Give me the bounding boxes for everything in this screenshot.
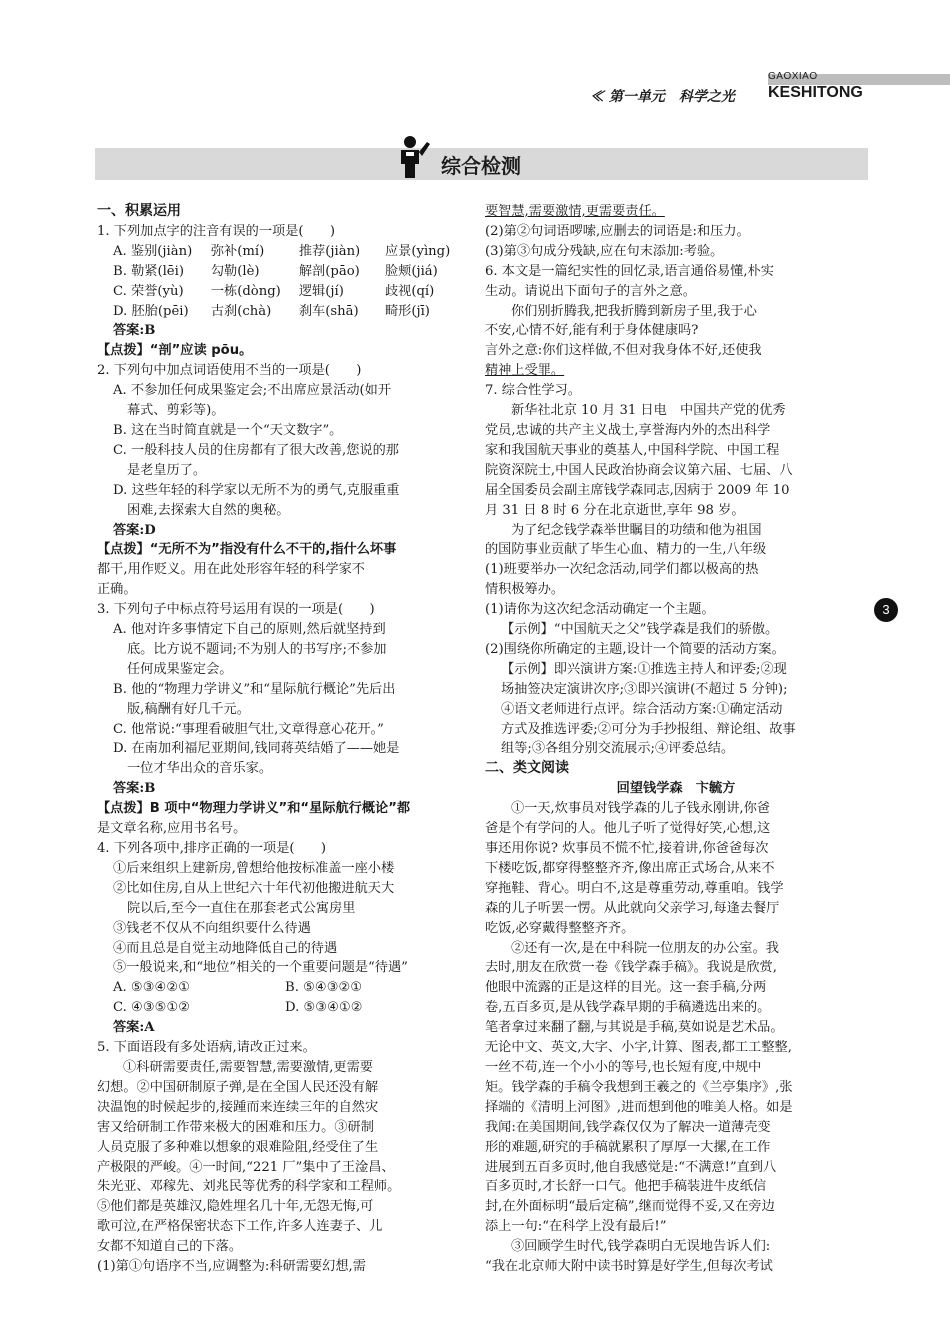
text-line: A. 他对许多事情定下自己的原则,然后就坚持到 xyxy=(113,622,386,638)
option-cell: A. ⑤③④②① xyxy=(113,980,191,996)
text-line: (1)请你为这次纪念活动确定一个主题。 xyxy=(485,602,715,618)
option-cell: C. ④③⑤①② xyxy=(113,1000,191,1016)
text-line: 幻想。②中国研制原子弹,是在全国人民还没有解 xyxy=(97,1079,379,1095)
tip-line: 【点拨】“无所不为”指没有什么不干的,指什么坏事 xyxy=(97,542,397,558)
text-line: 爸是个有学问的人。他儿子听了觉得好笑,心想,这 xyxy=(485,821,771,837)
text-line: 我闻:在美国期间,钱学森仅仅为了解决一道薄壳变 xyxy=(485,1119,771,1135)
tip-line: 【点拨】“剖”应读 pōu。 xyxy=(97,343,253,359)
option-cell: C. 荣誉(yù) xyxy=(113,283,184,299)
option-cell: 推荐(jiàn) xyxy=(298,243,361,259)
text-line: 害又给研制工作带来极大的困难和压力。③研制 xyxy=(97,1119,374,1135)
text-line: 回望钱学森 卞毓方 xyxy=(616,781,736,797)
text-line: 任何成果鉴定会。 xyxy=(127,661,233,677)
text-line: 7. 综合性学习。 xyxy=(485,383,581,399)
option-cell: D. ⑤③④①② xyxy=(285,1000,363,1016)
header-unit-text: 第一单元 科学之光 xyxy=(608,89,735,105)
option-cell: 勾勒(lè) xyxy=(210,263,260,279)
text-line: 困难,去探索大自然的奥秘。 xyxy=(127,502,290,518)
text-line: 要智慧,需要激情,更需要责任。 xyxy=(485,204,665,219)
text-line: C. 一般科技人员的住房都有了很大改善,您说的那 xyxy=(113,442,399,458)
text-line: 森的儿子听罢一愣。从此就向父亲学习,每逢去餐厅 xyxy=(485,900,780,916)
option-cell: A. 鉴别(jiàn) xyxy=(113,243,193,259)
text-line: (1)班要举办一次纪念活动,同学们都以极高的热 xyxy=(485,562,759,578)
text-line: ④而且总是自觉主动地降低自己的待遇 xyxy=(113,940,338,956)
text-line: 情积极筹办。 xyxy=(485,582,565,598)
text-line: 去时,朋友在欣赏一卷《钱学森手稿》。我说是欣赏, xyxy=(485,960,777,976)
text-line: 进展到五百多页时,他自我感觉是:“不满意!”直到八 xyxy=(485,1159,777,1175)
option-cell: 应景(yìng) xyxy=(384,243,451,259)
text-line: ⑤他们都是英雄汉,隐姓埋名几十年,无怨无悔,可 xyxy=(97,1199,374,1215)
text-line: 院资深院士,中国人民政治协商会议第六届、七届、八 xyxy=(485,462,793,478)
option-cell: 一栋(dòng) xyxy=(210,283,281,299)
text-line: 不安,心情不好,能有利于身体健康吗? xyxy=(485,323,699,339)
text-line: ②比如住房,自从上世纪六十年代初他搬进航天大 xyxy=(113,880,395,896)
right-column xyxy=(485,202,867,1277)
text-line: 的国防事业贡献了毕生心血、精力的一生,八年级 xyxy=(485,542,767,558)
text-line: 组等;③各组分别交流展示;④评委总结。 xyxy=(501,741,735,757)
text-line: 家和我国航天事业的奠基人,中国科学院、中国工程 xyxy=(485,442,780,458)
option-cell: D. 胚胎(pēi) xyxy=(113,303,189,319)
text-line: 卷,五百多页,是从钱学森早期的手稿遴选出来的。 xyxy=(485,1000,771,1016)
text-line: 决温饱的时候起步的,接踵而来连续三年的自然灾 xyxy=(97,1099,379,1115)
option-cell: 古刹(chà) xyxy=(210,303,272,319)
text-line: 朱光亚、邓稼先、刘兆民等优秀的科学家和工程师。 xyxy=(97,1179,401,1195)
text-line: 5. 下面语段有多处语病,请改正过来。 xyxy=(97,1040,316,1056)
left-column xyxy=(97,202,473,1277)
text-line: 届全国委员会副主席钱学森同志,因病于 2009 年 10 xyxy=(485,482,790,498)
text-line: ①科研需要责任,需要智慧,需要激情,更需要 xyxy=(123,1059,373,1075)
text-line: ①一天,炊事员对钱学森的儿子钱永刚讲,你爸 xyxy=(511,801,770,817)
answer-line: 答案:D xyxy=(113,522,156,538)
text-line: 2. 下列句中加点词语使用不当的一项是( ) xyxy=(97,363,362,379)
text-line: 吃饭,必穿戴得整整齐齐。 xyxy=(485,920,635,936)
answer-line: 答案:A xyxy=(113,1020,155,1036)
section-heading: 二、类文阅读 xyxy=(485,760,569,777)
header-brand: KESHITONG xyxy=(768,84,863,101)
text-line: A. 不参加任何成果鉴定会;不出席应景活动(如开 xyxy=(113,383,392,399)
text-line: 3. 下列句子中标点符号运用有误的一项是( ) xyxy=(97,602,375,618)
text-line: 言外之意:你们这样做,不但对我身体不好,还使我 xyxy=(485,343,762,359)
text-line: 为了纪念钱学森举世瞩目的功绩和他为祖国 xyxy=(511,522,762,538)
text-line: (1)第①句语序不当,应调整为:科研需要幻想,需 xyxy=(97,1259,366,1275)
text-line: 版,稿酬有好几千元。 xyxy=(127,701,250,717)
text-line: ③钱老不仅从不向组织要什么待遇 xyxy=(113,920,311,936)
text-line: 产极限的严峻。④一时间,“221 厂”集中了王淦昌、 xyxy=(97,1159,395,1175)
text-line: (3)第③句成分残缺,应在句末添加:考验。 xyxy=(485,243,724,259)
text-line: 是老皇历了。 xyxy=(127,462,207,478)
text-line: (2)第②句词语啰嗦,应删去的词语是:和压力。 xyxy=(485,223,750,239)
text-line: 添上一句:“在科学上没有最后!” xyxy=(485,1219,667,1235)
option-cell: B. 勒紧(lēi) xyxy=(113,263,184,279)
text-line: 封,在外面标明“最后定稿”,继而觉得不妥,又在旁边 xyxy=(485,1199,775,1215)
text-line: 生动。请说出下面句子的言外之意。 xyxy=(485,283,696,299)
page-number-badge: 3 xyxy=(874,598,898,622)
option-cell: B. ⑤④③②① xyxy=(285,980,363,996)
option-cell: 逻辑(jí) xyxy=(298,283,344,299)
text-line: 百多页时,才长舒一口气。他把手稿装进牛皮纸信 xyxy=(485,1179,767,1195)
text-line: 歌可泣,在严格保密状态下工作,许多人连妻子、儿 xyxy=(97,1219,383,1235)
text-line: 择端的《清明上河图》,进而想到他的唯美人格。如是 xyxy=(485,1099,793,1115)
text-line: ⑤一般说来,和“地位”相关的一个重要问题是“待遇” xyxy=(113,960,408,976)
text-line: 【示例】“中国航天之父”钱学森是我们的骄傲。 xyxy=(501,622,779,638)
text-line: 底。比方说不题词;不为别人的书写序;不参加 xyxy=(127,641,387,657)
tip-line: 【点拨】B 项中“物理力学讲义”和“星际航行概论”都 xyxy=(97,801,411,817)
text-line: (2)围绕你所确定的主题,设计一个简要的活动方案。 xyxy=(485,641,785,657)
text-line: ③回顾学生时代,钱学森明白无误地告诉人们: xyxy=(511,1239,771,1255)
option-cell: 歧视(qí) xyxy=(384,283,435,299)
option-row xyxy=(97,242,473,262)
text-line: 一位才华出众的音乐家。 xyxy=(127,761,273,777)
text-line: 幕式、剪彩等)。 xyxy=(127,403,225,419)
text-line: 形的难题,研究的手稿就累积了厚厚一大摞,在工作 xyxy=(485,1139,771,1155)
option-cell: 弥补(mí) xyxy=(210,243,265,259)
text-line: 院以后,至今一直住在那套老式公寓房里 xyxy=(127,900,356,916)
text-line: D. 这些年轻的科学家以无所不为的勇气,克服重重 xyxy=(113,482,400,498)
option-row xyxy=(97,282,473,302)
header-brand-small: GAOXIAO xyxy=(768,71,818,82)
answer-line: 答案:B xyxy=(113,323,156,339)
option-cell: 解剖(pāo) xyxy=(298,263,360,279)
text-line: 是文章名称,应用书名号。 xyxy=(97,821,247,837)
person-icon xyxy=(398,134,432,184)
option-row xyxy=(97,262,473,282)
text-line: 矩。钱学森的手稿令我想到王羲之的《兰亭集序》,张 xyxy=(485,1079,793,1095)
text-line: 1. 下列加点字的注音有误的一项是( ) xyxy=(97,223,336,239)
text-line: 4. 下列各项中,排序正确的一项是( ) xyxy=(97,841,327,856)
text-line: 方式及推选评委;②可分为手抄报组、辩论组、故事 xyxy=(501,721,796,737)
text-line: 精神上受罪。 xyxy=(485,363,565,379)
option-cell: 畸形(jī) xyxy=(384,303,430,319)
text-line: B. 他的“物理力学讲义”和“星际航行概论”先后出 xyxy=(113,681,396,697)
text-line: 笔者拿过来翻了翻,与其说是手稿,莫如说是艺术品。 xyxy=(485,1020,784,1036)
text-line: “我在北京师大附中读书时算是好学生,但每次考试 xyxy=(485,1259,773,1275)
text-line: 一丝不苟,连一个小小的等号,也长短有度,中规中 xyxy=(485,1059,762,1075)
text-line: 场抽签决定演讲次序;③即兴演讲(不超过 5 分钟); xyxy=(501,681,788,697)
option-cell: 脸颊(jiá) xyxy=(384,263,438,279)
chevron-icon: ≪ xyxy=(590,89,604,105)
text-line: 穿拖鞋、背心。明白不,这是尊重劳动,尊重咱。钱学 xyxy=(485,880,784,896)
option-row xyxy=(97,978,473,998)
section-heading: 一、积累运用 xyxy=(97,203,181,219)
banner-title: 综合检测 xyxy=(441,154,521,178)
text-line: 月 31 日 8 时 6 分在北京逝世,享年 98 岁。 xyxy=(485,502,745,518)
text-line: D. 在南加利福尼亚期间,钱同蒋英结婚了——她是 xyxy=(113,741,400,757)
text-line: 党员,忠诚的共产主义战士,享誉海内外的杰出科学 xyxy=(485,422,771,438)
text-line: 女都不知道自己的下落。 xyxy=(97,1239,243,1255)
option-row xyxy=(97,302,473,322)
header-unit-title xyxy=(590,86,735,106)
text-line: 【示例】即兴演讲方案:①推选主持人和评委;②现 xyxy=(501,661,787,677)
option-row xyxy=(97,998,473,1018)
answer-line: 答案:B xyxy=(113,781,156,797)
text-line: 6. 本文是一篇纪实性的回忆录,语言通俗易懂,朴实 xyxy=(485,263,774,279)
text-line: 新华社北京 10 月 31 日电 中国共产党的优秀 xyxy=(511,403,786,419)
text-line: 事还用你说? 炊事员不慌不忙,接着讲,你爸爸每次 xyxy=(485,841,769,856)
text-line: 他眼中流露的正是这样的目光。这一套手稿,分两 xyxy=(485,980,767,996)
text-line: C. 他常说:“事理看破胆气壮,文章得意心花开。” xyxy=(113,721,384,737)
text-line: 无论中文、英文,大字、小字,计算、图表,都工工整整, xyxy=(485,1040,792,1056)
text-line: ②还有一次,是在中科院一位朋友的办公室。我 xyxy=(511,940,779,956)
option-cell: 刹车(shā) xyxy=(298,303,359,319)
text-line: 正确。 xyxy=(97,582,137,598)
text-line: ①后来组织上建新房,曾想给他按标准盖一座小楼 xyxy=(113,860,395,876)
text-line: 都干,用作贬义。用在此处形容年轻的科学家不 xyxy=(97,562,365,578)
text-line: 你们别折腾我,把我折腾到新房子里,我于心 xyxy=(511,303,757,319)
text-line: 下楼吃饭,都穿得整整齐齐,像出席正式场合,从来不 xyxy=(485,860,775,876)
text-line: B. 这在当时简直就是一个“天文数字”。 xyxy=(113,422,343,438)
text-line: 人员克服了多种难以想象的艰难险阻,经受住了生 xyxy=(97,1139,379,1155)
text-line: ④语文老师进行点评。综合活动方案:①确定活动 xyxy=(501,701,783,717)
